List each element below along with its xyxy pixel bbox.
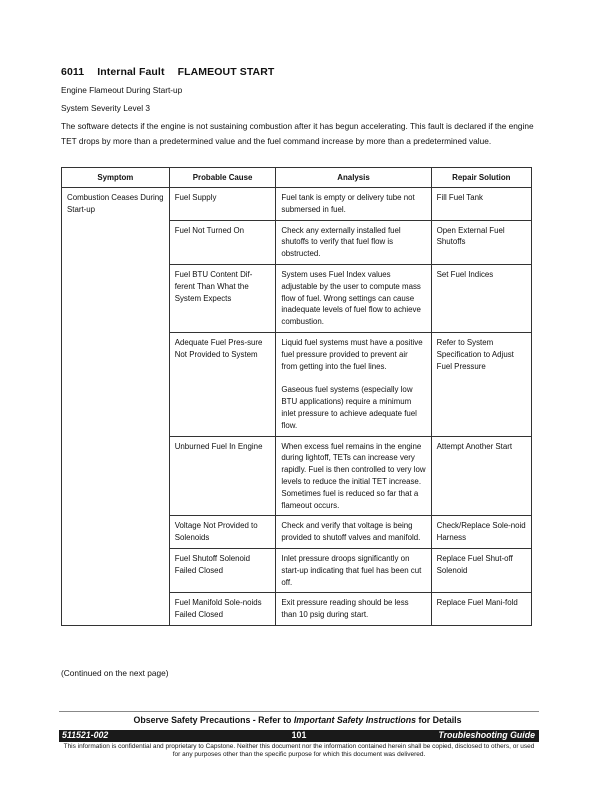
- footer-divider: [59, 711, 539, 712]
- guide-title: Troubleshooting Guide: [438, 730, 535, 740]
- table-row: [62, 188, 532, 221]
- cause-cell: Fuel Shutoff Solenoid Failed Closed: [169, 548, 276, 592]
- document-number: 511521-002: [62, 730, 109, 740]
- analysis-liquid-text: Liquid fuel systems must have a positive fuel pressure provided to prevent air from getting into the fuel lines.: [281, 337, 423, 371]
- analysis-cell: System uses Fuel Index values adjustable by the user to compute mass flow of fuel. Wrong settings can cause inadequate levels of fuel flow to achieve combustion.: [276, 264, 431, 332]
- analysis-cell: Inlet pressure droops significantly on start-up indicating that fuel has been cut off.: [276, 548, 431, 592]
- fault-code: 6011: [61, 66, 85, 78]
- fault-description: Engine Flameout During Start-up: [61, 85, 183, 95]
- analysis-gaseous-text: Gaseous fuel systems (especially low BTU applications) require a minimum inlet pressure to achieve adequate fuel flow.: [281, 385, 417, 430]
- cause-cell: Adequate Fuel Pres-sure Not Provided to System: [169, 332, 276, 436]
- footer-bar: [59, 730, 539, 742]
- safety-prefix: Observe Safety Precautions - Refer to: [133, 715, 294, 725]
- cause-cell: Fuel Manifold Sole-noids Failed Closed: [169, 593, 276, 626]
- safety-instructions-reference: Important Safety Instructions: [293, 715, 417, 725]
- analysis-cell: Exit pressure reading should be less than 10 psig during start.: [276, 593, 431, 626]
- cause-cell: Unburned Fuel In Engine: [169, 436, 276, 516]
- page-number: 101: [291, 730, 307, 740]
- solution-cell: Replace Fuel Shut-off Solenoid: [431, 548, 531, 592]
- safety-notice: [0, 715, 595, 725]
- solution-cell: Fill Fuel Tank: [431, 188, 531, 221]
- solution-cell: Refer to System Specification to Adjust Fuel Pressure: [431, 332, 531, 436]
- symptom-cell: Combustion Ceases During Start-up: [62, 188, 170, 626]
- fault-name: FLAMEOUT START: [177, 66, 275, 78]
- cause-cell: Fuel Supply: [169, 188, 276, 221]
- table-header-row: [62, 168, 532, 188]
- confidentiality-disclaimer: This information is confidential and proprietary to Capstone. Neither this document nor the information contained herein shall be copied, disclosed to others, or used for any purposes other than the specific purpose for which this document was delivered.: [63, 743, 535, 758]
- fault-heading: [61, 66, 284, 78]
- analysis-cell: Fuel tank is empty or delivery tube not submersed in fuel.: [276, 188, 431, 221]
- header-probable-cause: Probable Cause: [169, 168, 276, 188]
- header-analysis: Analysis: [276, 168, 431, 188]
- troubleshooting-table: [61, 167, 532, 626]
- analysis-cell: When excess fuel remains in the engine during lightoff, TETs can increase very rapidly. Fuel is then controlled to very low levels to reduce the initial TET increase. Sometimes fuel is reduced so far that a flameout occurs.: [276, 436, 431, 516]
- cause-cell: Voltage Not Provided to Solenoids: [169, 516, 276, 549]
- continued-note: (Continued on the next page): [61, 668, 169, 678]
- fault-explanation: The software detects if the engine is not sustaining combustion after it has begun accelerating. This fault is declared if the engine TET drops by more than a predetermined value and the fuel command increase by more than a predetermined value.: [61, 121, 534, 146]
- solution-cell: Attempt Another Start: [431, 436, 531, 516]
- solution-cell: Open External Fuel Shutoffs: [431, 220, 531, 264]
- cause-cell: Fuel BTU Content Dif-ferent Than What the System Expects: [169, 264, 276, 332]
- analysis-cell: Check and verify that voltage is being provided to shutoff valves and manifold.: [276, 516, 431, 549]
- severity-level: System Severity Level 3: [61, 103, 150, 113]
- header-repair-solution: Repair Solution: [431, 168, 531, 188]
- header-symptom: Symptom: [62, 168, 170, 188]
- analysis-cell: [276, 332, 431, 436]
- solution-cell: Replace Fuel Mani-fold: [431, 593, 531, 626]
- analysis-cell: Check any externally installed fuel shutoffs to verify that fuel flow is obstructed.: [276, 220, 431, 264]
- safety-suffix: for Details: [416, 715, 462, 725]
- cause-cell: Fuel Not Turned On: [169, 220, 276, 264]
- solution-cell: Set Fuel Indices: [431, 264, 531, 332]
- fault-category: Internal Fault: [97, 66, 165, 78]
- solution-cell: Check/Replace Sole-noid Harness: [431, 516, 531, 549]
